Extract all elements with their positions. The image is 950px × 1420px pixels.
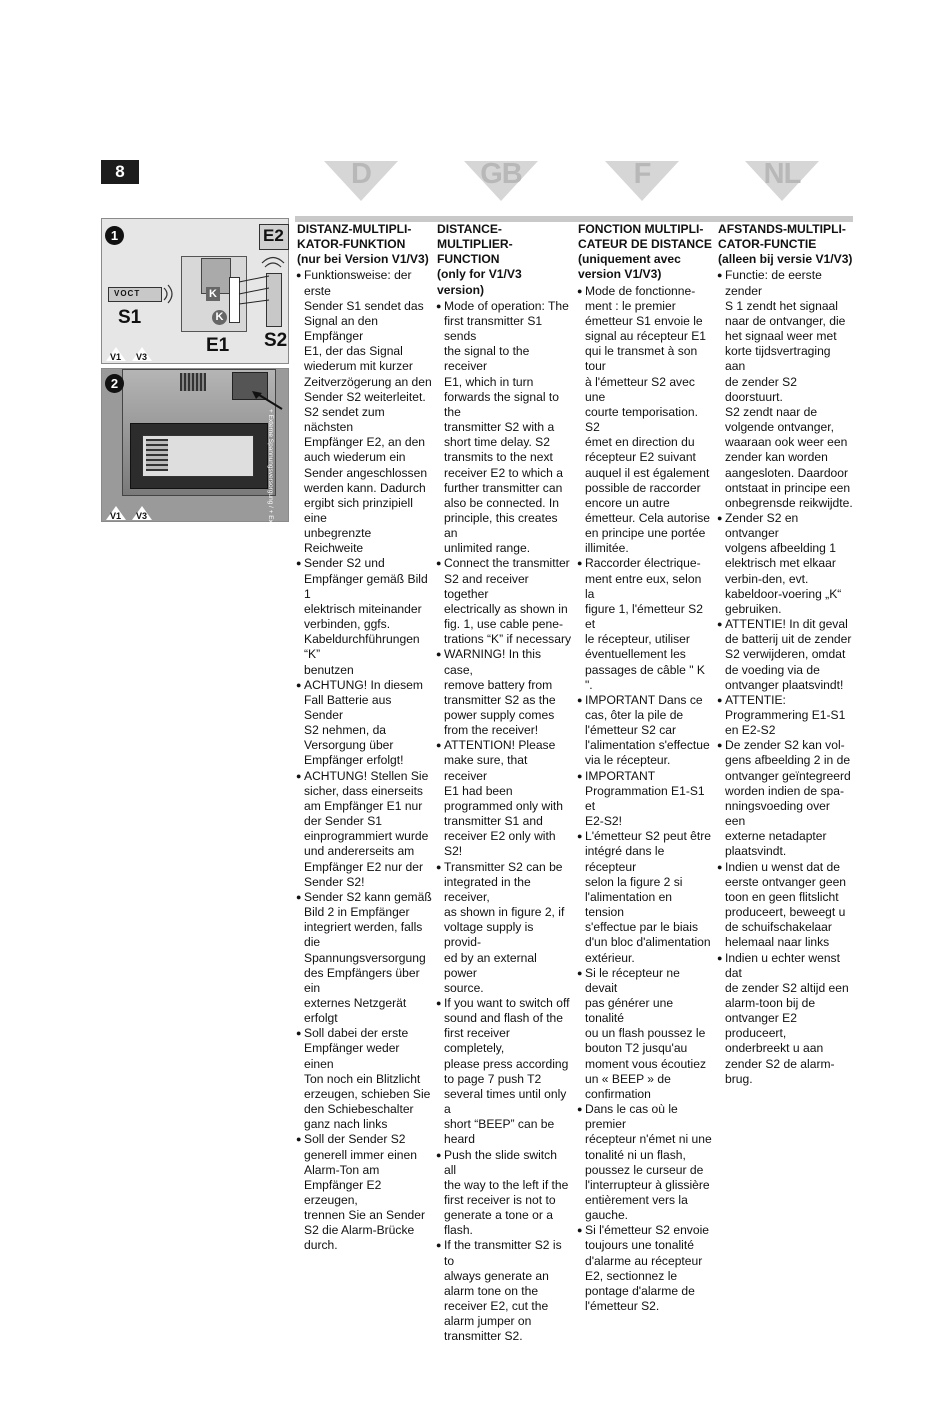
e2-box xyxy=(259,224,289,250)
figure-2-photo xyxy=(101,368,289,580)
list-item: ● Soll dabei der erste Empfänger weder einen Ton noch ein Blitzlicht erzeugen, schieben Sie den Schiebeschalter ganz nach links xyxy=(297,1026,432,1132)
label-s2: S2 xyxy=(264,330,288,351)
figure-2-badge: 2 xyxy=(105,374,124,393)
list-item: ● ATTENTION! Please make sure, that receiver E1 had been programmed only with transmitter S1 and receiver E2 only with S2! xyxy=(437,738,572,859)
list-item: ● Indien u wenst dat de eerste ontvanger geen toon en geen flitslicht produceert, beweegt u de schuifschakelaar helemaal naar links xyxy=(718,860,853,951)
column-german xyxy=(297,222,432,1254)
list-item: ● IMPORTANT Programmation E1-S1 et E2-S2! xyxy=(578,769,713,830)
bullet-list-dutch xyxy=(718,268,853,1086)
section-heading-french: FONCTION MULTIPLI- CATEUR DE DISTANCE (uniquement avec version V1/V3) xyxy=(578,222,712,282)
list-item: ● Mode de fonctionne- ment : le premier émetteur S1 envoie le signal au récepteur E1 qui le transmet à son tour à l'émetteur S2 avec une courte temporisation. S2 émet en direction du récepteur E2 suivant auquel il est également possible de raccorder encore un autre émetteur. Cela autorise en principe une portée illimitée. xyxy=(578,284,713,557)
list-item: ● Transmitter S2 can be integrated in the receiver, as shown in figure 2, if voltage supply is provid- ed by an external power source. xyxy=(437,860,572,996)
list-item: ● Functie: de eerste zender S 1 zendt het signaal naar de ontvanger, die het signaal weer met korte tijdsvertraging aan de zender S2 doorstuurt. S2 zendt naar de volgende ontvanger, waaraan ook weer een zender kan worden aangesloten. Daardoor ontstaat in principe een onbegrensde reikwijdte. xyxy=(718,268,853,511)
section-heading-english: DISTANCE-MULTIPLIER- FUNCTION (only for V1/V3 version) xyxy=(437,222,522,297)
list-item: ● Push the slide switch all the way to the left if the first receiver is not to generate a tone or a flash. xyxy=(437,1148,572,1239)
section-heading-dutch: AFSTANDS-MULTIPLI- CATOR-FUNCTIE (alleen bij versie V1/V3) xyxy=(718,222,853,267)
s1-transmitter xyxy=(108,287,162,302)
list-item: ● Si l'émetteur S2 envoie toujours une tonalité d'alarme au récepteur E2, sectionnez le pontage d'alarme de l'émetteur S2. xyxy=(578,1223,713,1314)
lang-label-gb: GB xyxy=(480,158,522,190)
variant-label-v3-fig2: V3 xyxy=(136,511,148,521)
list-item: ● IMPORTANT Dans ce cas, ôter la pile de l'émetteur S2 car l'alimentation s'effectue via le récepteur. xyxy=(578,693,713,769)
list-item: ● Funktionsweise: der erste Sender S1 sendet das Signal an den Empfänger E1, der das Signal wiederum mit kurzer Zeitverzögerung an den Sender S2 weiterleitet. S2 sendet zum nächsten Empfänger E2, an den auch wiederum ein Sender angeschlossen werden kann. Dadurch ergibt sich prinzipiell eine unbegrenzte Reichweite xyxy=(297,268,432,556)
list-item: ● ACHTUNG! Stellen Sie sicher, dass einerseits am Empfänger E1 nur der Sender S1 einprogrammiert wurde und andererseits am Empfänger E2 nur der Sender S2! xyxy=(297,769,432,890)
figure-1-wiring-diagram xyxy=(101,218,289,364)
section-heading-german: DISTANZ-MULTIPLI- KATOR-FUNKTION (nur bei Version V1/V3) xyxy=(297,222,429,267)
lang-label-d: D xyxy=(351,158,371,190)
keypad-grid xyxy=(146,439,168,471)
s1-switch-label: VOCT xyxy=(114,289,141,298)
bullet-list-german xyxy=(297,268,432,1253)
list-item: ● Raccorder électrique- ment entre eux, selon la figure 1, l'émetteur S2 et le récepteur, utiliser éventuellement les passages de câble " K ". xyxy=(578,556,713,692)
list-item: ● ATTENTIE! In dit geval de batterij uit de zender S2 verwijderen, omdat de voeding via de ontvanger plaatsvindt! xyxy=(718,617,853,693)
signal-waves-s2-icon xyxy=(260,253,286,271)
external-supply-note: + Externe Spannungsversorgung / + External power supply xyxy=(267,409,274,580)
list-item: ● ATTENTIE: Programmering E1-S1 en E2-S2 xyxy=(718,693,853,738)
label-s1: S1 xyxy=(118,307,142,328)
bullet-list-french xyxy=(578,284,713,1315)
list-item: ● Indien u echter wenst dat de zender S2 altijd een alarm-toon bij de ontvanger E2 produceert, onderbreekt u aan zender S2 de alarm- brug. xyxy=(718,951,853,1087)
signal-waves-s1-icon xyxy=(162,283,178,305)
column-dutch xyxy=(718,222,853,1087)
list-item: ● Zender S2 en ontvanger volgens afbeelding 1 elektrisch met elkaar verbin-den, evt. kabeldoor-voering „K“ gebruiken. xyxy=(718,511,853,617)
list-item: ● Sender S2 kann gemäß Bild 2 in Empfänger integriert werden, falls die Spannungsversorgung des Empfängers über ein externes Netzgerät erfolgt xyxy=(297,890,432,1026)
list-item: ● Si le récepteur ne devait pas générer une tonalité ou un flash poussez le bouton T2 jusqu'au moment vous écoutiez un « BEEP » de confirmation xyxy=(578,966,713,1102)
bullet-list-english xyxy=(437,299,572,1345)
list-item: ● ACHTUNG! In diesem Fall Batterie aus Sender S2 nehmen, da Versorgung über Empfänger erfolgt! xyxy=(297,678,432,769)
list-item: ● If the transmitter S2 is to always generate an alarm tone on the receiver E2, cut the alarm jumper on transmitter S2. xyxy=(437,1238,572,1344)
list-item: ● L'émetteur S2 peut être intégré dans le récepteur selon la figure 2 si l'alimentation en tension s'effectue par le biais d'un bloc d'alimentation extérieur. xyxy=(578,829,713,965)
column-french xyxy=(578,222,713,1314)
variant-label-v1: V1 xyxy=(110,352,122,362)
list-item: ● Soll der Sender S2 generell immer einen Alarm-Ton am Empfänger E2 erzeugen, trennen Sie an Sender S2 die Alarm-Brücke durch. xyxy=(297,1132,432,1253)
variant-label-v1-fig2: V1 xyxy=(110,511,122,521)
lang-label-nl: NL xyxy=(763,158,801,190)
k-label-box: K xyxy=(206,287,220,301)
list-item: ● Connect the transmitter S2 and receiver together electrically as shown in fig. 1, use cable pene- trations “K” if necessary xyxy=(437,556,572,647)
label-e1: E1 xyxy=(206,335,230,356)
figure-1-badge: 1 xyxy=(105,226,124,245)
list-item: ● Mode of operation: The first transmitter S1 sends the signal to the receiver E1, which in turn forwards the signal to the transmitter S2 with a short time delay. S2 transmits to the next receiver E2 to which a further transmitter can also be connected. In principle, this creates an unlimited range. xyxy=(437,299,572,557)
list-item: ● Sender S2 und Empfänger gemäß Bild 1 elektrisch miteinander verbinden, ggfs. Kabeldurchführungen “K” benutzen xyxy=(297,556,432,677)
lang-label-f: F xyxy=(633,158,651,190)
variant-label-v3: V3 xyxy=(136,352,148,362)
page-number: 8 xyxy=(101,160,139,184)
wiring-lines xyxy=(237,274,273,314)
list-item: ● De zender S2 kan vol- gens afbeelding 2 in de ontvanger geïntegreerd worden indien de spa- nningsvoeding over een externe netadapter plaatsvindt. xyxy=(718,738,853,859)
k-label-circle: K xyxy=(212,310,227,325)
label-e2: E2 xyxy=(263,226,284,245)
speaker-grill xyxy=(180,373,206,391)
list-item: ● Dans le cas où le premier récepteur n'émet ni une tonalité ni un flash, poussez le curseur de l'interrupteur à glissière entièrement vers la gauche. xyxy=(578,1102,713,1223)
list-item: ● WARNING! In this case, remove battery from transmitter S2 as the power supply comes from the receiver! xyxy=(437,647,572,738)
list-item: ● If you want to switch off sound and flash of the first receiver completely, please press according to page 7 push T2 several times until only a short “BEEP” can be heard xyxy=(437,996,572,1148)
column-english xyxy=(437,222,572,1345)
